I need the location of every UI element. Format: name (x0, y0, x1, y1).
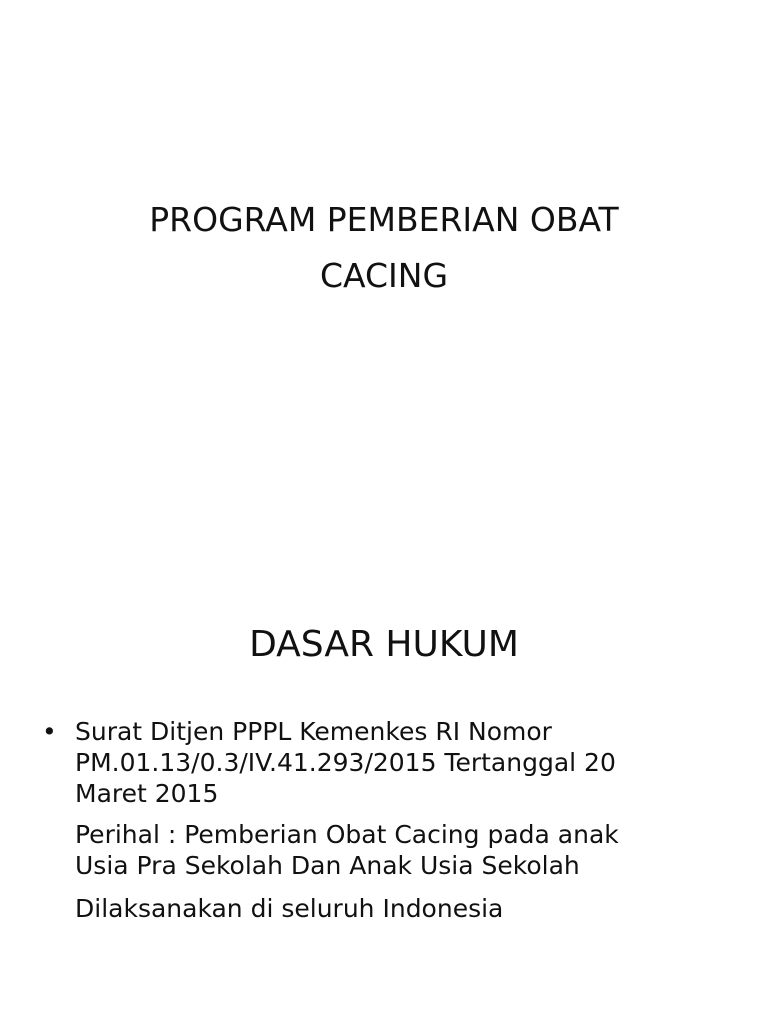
perihal-paragraph (40, 819, 740, 881)
perihal-line-1: Perihal : Pemberian Obat Cacing pada anak (75, 820, 619, 849)
slide-2-content (40, 716, 740, 924)
bullet-icon: • (42, 717, 57, 746)
bullet-line-2: PM.01.13/0.3/IV.41.293/2015 Tertanggal 20 (75, 748, 616, 777)
bullet-item (40, 716, 740, 809)
bullet-line-3: Maret 2015 (75, 779, 219, 808)
perihal-line-2: Usia Pra Sekolah Dan Anak Usia Sekolah (75, 851, 580, 880)
slide-1-title-line-1: PROGRAM PEMBERIAN OBAT (149, 200, 619, 239)
location-line: Dilaksanakan di seluruh Indonesia (75, 894, 504, 923)
location-paragraph (40, 893, 740, 924)
slide-1-title-line-2: CACING (319, 256, 449, 295)
slide-2-title: DASAR HUKUM (249, 624, 519, 665)
bullet-line-1: Surat Ditjen PPPL Kemenkes RI Nomor (75, 717, 552, 746)
slide-1-title (60, 192, 708, 304)
